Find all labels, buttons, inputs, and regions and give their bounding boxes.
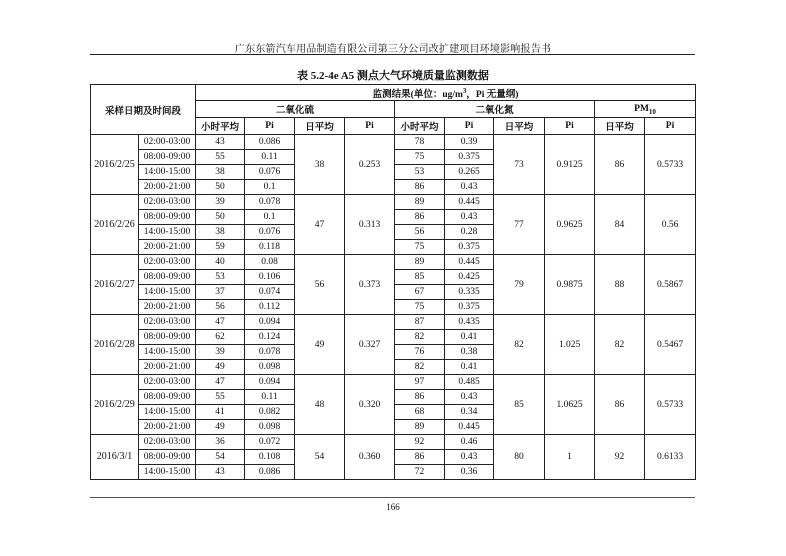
so2-hourly-value: 59	[196, 240, 245, 255]
no2-daily-avg-header: 日平均	[494, 118, 545, 135]
time-range-cell: 20:00-21:00	[139, 420, 196, 435]
table-row	[91, 315, 696, 330]
pm10-group-header	[595, 101, 696, 118]
table-row	[91, 375, 696, 390]
date-cell: 2016/2/29	[91, 375, 139, 435]
results-header	[196, 85, 696, 101]
no2-hourly-pi: 0.41	[445, 360, 494, 375]
so2-hourly-avg-header: 小时平均	[196, 118, 245, 135]
time-range-cell: 02:00-03:00	[139, 435, 196, 450]
no2-hourly-value: 86	[395, 180, 445, 195]
no2-hourly-pi: 0.485	[445, 375, 494, 390]
date-cell: 2016/2/27	[91, 255, 139, 315]
no2-hourly-value: 87	[395, 315, 445, 330]
no2-daily-pi-header: Pi	[545, 118, 595, 135]
so2-daily-value: 48	[295, 375, 345, 435]
no2-hourly-value: 92	[395, 435, 445, 450]
time-range-cell: 20:00-21:00	[139, 300, 196, 315]
time-range-cell: 14:00-15:00	[139, 465, 196, 480]
so2-hourly-value: 47	[196, 315, 245, 330]
no2-daily-pi: 0.9625	[545, 195, 595, 255]
pm10-daily-pi-header: Pi	[645, 118, 696, 135]
no2-hourly-value: 72	[395, 465, 445, 480]
no2-daily-pi: 0.9125	[545, 135, 595, 195]
so2-daily-value: 47	[295, 195, 345, 255]
so2-hourly-value: 36	[196, 435, 245, 450]
pm10-daily-value: 86	[595, 375, 645, 435]
time-range-cell: 08:00-09:00	[139, 150, 196, 165]
no2-hourly-value: 75	[395, 150, 445, 165]
so2-daily-pi: 0.373	[345, 255, 395, 315]
time-range-cell: 08:00-09:00	[139, 270, 196, 285]
so2-hourly-value: 39	[196, 195, 245, 210]
time-range-cell: 20:00-21:00	[139, 360, 196, 375]
no2-hourly-value: 68	[395, 405, 445, 420]
table-row	[91, 195, 696, 210]
no2-hourly-value: 86	[395, 450, 445, 465]
no2-hourly-pi: 0.43	[445, 450, 494, 465]
time-range-cell: 02:00-03:00	[139, 315, 196, 330]
no2-hourly-value: 89	[395, 255, 445, 270]
so2-hourly-value: 43	[196, 135, 245, 150]
so2-hourly-pi: 0.1	[245, 210, 295, 225]
so2-daily-pi: 0.327	[345, 315, 395, 375]
table-row	[91, 135, 696, 150]
no2-hourly-value: 75	[395, 300, 445, 315]
time-range-cell: 14:00-15:00	[139, 225, 196, 240]
so2-hourly-pi: 0.08	[245, 255, 295, 270]
so2-hourly-pi: 0.11	[245, 390, 295, 405]
pm10-daily-value: 86	[595, 135, 645, 195]
pm10-daily-value: 88	[595, 255, 645, 315]
no2-hourly-pi: 0.34	[445, 405, 494, 420]
no2-daily-value: 79	[494, 255, 545, 315]
no2-hourly-value: 89	[395, 195, 445, 210]
so2-daily-pi: 0.253	[345, 135, 395, 195]
so2-hourly-value: 49	[196, 360, 245, 375]
so2-hourly-pi: 0.072	[245, 435, 295, 450]
pm10-subscript: 10	[648, 107, 656, 116]
pm10-daily-avg-header: 日平均	[595, 118, 645, 135]
so2-hourly-value: 54	[196, 450, 245, 465]
so2-hourly-pi-header: Pi	[245, 118, 295, 135]
no2-hourly-value: 78	[395, 135, 445, 150]
pm10-daily-value: 92	[595, 435, 645, 480]
no2-daily-pi: 1.0625	[545, 375, 595, 435]
so2-hourly-value: 39	[196, 345, 245, 360]
so2-daily-value: 49	[295, 315, 345, 375]
no2-hourly-value: 56	[395, 225, 445, 240]
time-range-cell: 02:00-03:00	[139, 195, 196, 210]
pm10-daily-pi: 0.5733	[645, 375, 696, 435]
no2-hourly-avg-header: 小时平均	[395, 118, 445, 135]
time-range-cell: 02:00-03:00	[139, 135, 196, 150]
no2-hourly-pi: 0.43	[445, 180, 494, 195]
time-range-cell: 02:00-03:00	[139, 375, 196, 390]
so2-daily-value: 38	[295, 135, 345, 195]
so2-hourly-pi: 0.082	[245, 405, 295, 420]
so2-hourly-pi: 0.076	[245, 225, 295, 240]
no2-hourly-pi: 0.43	[445, 210, 494, 225]
so2-hourly-pi: 0.106	[245, 270, 295, 285]
so2-hourly-pi: 0.086	[245, 465, 295, 480]
results-header-prefix: 监测结果(单位：ug/m	[372, 89, 463, 100]
so2-daily-pi: 0.320	[345, 375, 395, 435]
no2-hourly-value: 86	[395, 210, 445, 225]
so2-hourly-value: 53	[196, 270, 245, 285]
so2-hourly-value: 41	[196, 405, 245, 420]
time-range-cell: 08:00-09:00	[139, 210, 196, 225]
no2-hourly-pi: 0.46	[445, 435, 494, 450]
no2-daily-pi: 1	[545, 435, 595, 480]
no2-hourly-pi: 0.36	[445, 465, 494, 480]
time-range-cell: 20:00-21:00	[139, 240, 196, 255]
no2-hourly-value: 82	[395, 360, 445, 375]
no2-daily-value: 82	[494, 315, 545, 375]
page-number: 166	[386, 502, 400, 512]
table-row	[91, 435, 696, 450]
pm10-daily-value: 82	[595, 315, 645, 375]
so2-daily-pi: 0.313	[345, 195, 395, 255]
so2-daily-value: 54	[295, 435, 345, 480]
so2-hourly-value: 55	[196, 150, 245, 165]
so2-hourly-pi: 0.094	[245, 375, 295, 390]
pm10-label: PM	[634, 104, 649, 114]
so2-hourly-pi: 0.086	[245, 135, 295, 150]
no2-hourly-pi: 0.43	[445, 390, 494, 405]
time-range-cell: 08:00-09:00	[139, 450, 196, 465]
no2-hourly-value: 97	[395, 375, 445, 390]
so2-hourly-value: 56	[196, 300, 245, 315]
so2-hourly-pi: 0.1	[245, 180, 295, 195]
document-header: 广东东箭汽车用品制造有限公司第三分公司改扩建项目环境影响报告书	[234, 44, 552, 55]
so2-hourly-pi: 0.098	[245, 360, 295, 375]
so2-daily-value: 56	[295, 255, 345, 315]
date-cell: 2016/2/25	[91, 135, 139, 195]
no2-hourly-value: 82	[395, 330, 445, 345]
so2-hourly-value: 62	[196, 330, 245, 345]
no2-daily-value: 77	[494, 195, 545, 255]
no2-daily-value: 80	[494, 435, 545, 480]
no2-hourly-pi: 0.375	[445, 240, 494, 255]
no2-hourly-value: 89	[395, 420, 445, 435]
table-body	[91, 135, 696, 480]
so2-hourly-value: 37	[196, 285, 245, 300]
table-caption: 表 5.2-4e A5 测点大气环境质量监测数据	[297, 70, 489, 82]
pm10-daily-pi: 0.5867	[645, 255, 696, 315]
time-range-cell: 14:00-15:00	[139, 165, 196, 180]
so2-group-header: 二氧化硫	[196, 101, 395, 118]
so2-hourly-value: 50	[196, 180, 245, 195]
no2-hourly-pi: 0.38	[445, 345, 494, 360]
no2-hourly-pi: 0.445	[445, 420, 494, 435]
no2-daily-value: 73	[494, 135, 545, 195]
pm10-daily-value: 84	[595, 195, 645, 255]
results-header-suffix: ，Pi 无量纲)	[466, 89, 519, 100]
date-cell: 2016/2/26	[91, 195, 139, 255]
pm10-daily-pi: 0.56	[645, 195, 696, 255]
so2-hourly-value: 55	[196, 390, 245, 405]
time-range-cell: 02:00-03:00	[139, 255, 196, 270]
no2-hourly-pi: 0.39	[445, 135, 494, 150]
so2-hourly-pi: 0.078	[245, 345, 295, 360]
time-range-cell: 14:00-15:00	[139, 405, 196, 420]
no2-hourly-pi: 0.28	[445, 225, 494, 240]
no2-hourly-pi: 0.375	[445, 150, 494, 165]
pm10-daily-pi: 0.5467	[645, 315, 696, 375]
so2-daily-avg-header: 日平均	[295, 118, 345, 135]
so2-daily-pi: 0.360	[345, 435, 395, 480]
time-range-cell: 20:00-21:00	[139, 180, 196, 195]
no2-hourly-pi: 0.335	[445, 285, 494, 300]
pm10-daily-pi: 0.5733	[645, 135, 696, 195]
so2-hourly-pi: 0.074	[245, 285, 295, 300]
so2-hourly-pi: 0.094	[245, 315, 295, 330]
so2-hourly-pi: 0.112	[245, 300, 295, 315]
date-time-header: 采样日期及时间段	[91, 85, 196, 135]
no2-hourly-value: 67	[395, 285, 445, 300]
no2-hourly-value: 85	[395, 270, 445, 285]
time-range-cell: 08:00-09:00	[139, 390, 196, 405]
no2-daily-pi: 0.9875	[545, 255, 595, 315]
no2-hourly-pi: 0.375	[445, 300, 494, 315]
no2-hourly-value: 76	[395, 345, 445, 360]
so2-hourly-pi: 0.118	[245, 240, 295, 255]
no2-daily-pi: 1.025	[545, 315, 595, 375]
no2-hourly-pi: 0.445	[445, 255, 494, 270]
so2-hourly-value: 38	[196, 165, 245, 180]
date-cell: 2016/3/1	[91, 435, 139, 480]
footer-rule	[90, 497, 695, 498]
so2-hourly-pi: 0.098	[245, 420, 295, 435]
so2-hourly-value: 50	[196, 210, 245, 225]
so2-hourly-value: 47	[196, 375, 245, 390]
no2-hourly-pi-header: Pi	[445, 118, 494, 135]
so2-hourly-pi: 0.078	[245, 195, 295, 210]
so2-daily-pi-header: Pi	[345, 118, 395, 135]
no2-hourly-pi: 0.265	[445, 165, 494, 180]
no2-hourly-value: 86	[395, 390, 445, 405]
date-cell: 2016/2/28	[91, 315, 139, 375]
so2-hourly-pi: 0.076	[245, 165, 295, 180]
time-range-cell: 14:00-15:00	[139, 285, 196, 300]
no2-hourly-value: 53	[395, 165, 445, 180]
no2-hourly-pi: 0.435	[445, 315, 494, 330]
time-range-cell: 08:00-09:00	[139, 330, 196, 345]
so2-hourly-value: 43	[196, 465, 245, 480]
time-range-cell: 14:00-15:00	[139, 345, 196, 360]
so2-hourly-value: 40	[196, 255, 245, 270]
table-row	[91, 255, 696, 270]
no2-hourly-pi: 0.445	[445, 195, 494, 210]
so2-hourly-pi: 0.11	[245, 150, 295, 165]
pm10-daily-pi: 0.6133	[645, 435, 696, 480]
no2-group-header: 二氧化氮	[395, 101, 595, 118]
no2-hourly-pi: 0.425	[445, 270, 494, 285]
so2-hourly-value: 38	[196, 225, 245, 240]
results-header-unit-exponent: 3	[462, 86, 467, 95]
no2-hourly-value: 75	[395, 240, 445, 255]
so2-hourly-value: 49	[196, 420, 245, 435]
monitoring-data-table	[90, 84, 696, 480]
no2-daily-value: 85	[494, 375, 545, 435]
header-rule	[90, 54, 695, 55]
so2-hourly-pi: 0.124	[245, 330, 295, 345]
no2-hourly-pi: 0.41	[445, 330, 494, 345]
so2-hourly-pi: 0.108	[245, 450, 295, 465]
